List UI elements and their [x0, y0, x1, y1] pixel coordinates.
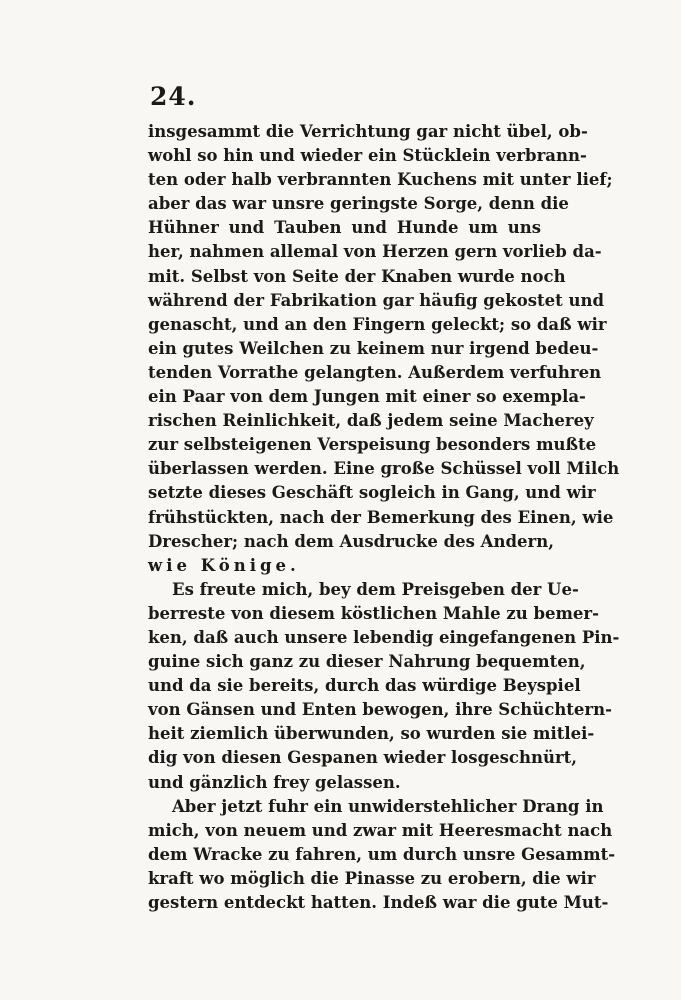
- text-line: berreste von diesem köstlichen Mahle zu bemer-: [148, 603, 599, 623]
- text-line: tenden Vorrathe gelangten. Außerdem verfuhren: [148, 362, 602, 382]
- text-line: aber das war unsre geringste Sorge, denn die: [148, 194, 569, 214]
- text-line: Aber jetzt fuhr ein unwiderstehlicher Drang in: [172, 796, 604, 816]
- text-line: guine sich ganz zu dieser Nahrung bequemten,: [148, 652, 586, 672]
- text-line: und da sie bereits, durch das würdige Beyspiel: [148, 676, 581, 696]
- text-line: setzte dieses Geschäft sogleich in Gang, und wir: [148, 483, 596, 503]
- body-text: [148, 120, 620, 915]
- text-line: dem Wracke zu fahren, um durch unsre Gesammt-: [148, 844, 616, 864]
- text-line: genascht, und an den Fingern geleckt; so daß wir: [148, 314, 607, 334]
- page-number: 24.: [150, 82, 197, 111]
- text-line: insgesammt die Verrichtung gar nicht übel, ob-: [148, 122, 588, 141]
- text-line: Hühner und Tauben und Hunde um uns: [148, 218, 541, 238]
- text-line: wohl so hin und wieder ein Stücklein verbrann-: [148, 146, 587, 166]
- text-line: her, nahmen allemal von Herzen gern vorlieb da-: [148, 242, 602, 262]
- text-line: mit. Selbst von Seite der Knaben wurde noch: [148, 266, 566, 286]
- text-line: Es freute mich, bey dem Preisgeben der Ue-: [172, 579, 579, 599]
- text-line: ein gutes Weilchen zu keinem nur irgend bedeu-: [148, 338, 599, 358]
- text-line: von Gänsen und Enten bewogen, ihre Schüchtern-: [148, 700, 612, 720]
- text-line: ken, daß auch unsere lebendig eingefangenen Pin-: [148, 627, 620, 647]
- text-line: während der Fabrikation gar häufig gekostet und: [148, 290, 604, 310]
- text-line: heit ziemlich überwunden, so wurden sie mitlei-: [148, 724, 595, 744]
- text-line: ten oder halb verbrannten Kuchens mit unter lief;: [148, 170, 613, 190]
- text-line: rischen Reinlichkeit, daß jedem seine Macherey: [148, 411, 594, 431]
- text-line: Drescher; nach dem Ausdrucke des Andern,: [148, 531, 554, 551]
- text-line: frühstückten, nach der Bemerkung des Einen, wie: [148, 507, 614, 527]
- text-line: kraft wo möglich die Pinasse zu erobern, die wir: [148, 868, 596, 888]
- text-line: mich, von neuem und zwar mit Heeresmacht nach: [148, 820, 613, 840]
- text-line: dig von diesen Gespanen wieder losgeschnürt,: [148, 748, 578, 768]
- text-line: wie Könige.: [148, 555, 300, 575]
- text-line: zur selbsteigenen Verspeisung besonders mußte: [148, 435, 597, 455]
- text-line: und gänzlich frey gelassen.: [148, 772, 401, 792]
- text-line: ein Paar von dem Jungen mit einer so exempla-: [148, 387, 586, 407]
- text-line: gestern entdeckt hatten. Indeß war die gute Mut-: [148, 893, 609, 912]
- text-line: überlassen werden. Eine große Schüssel voll Milch: [148, 459, 620, 479]
